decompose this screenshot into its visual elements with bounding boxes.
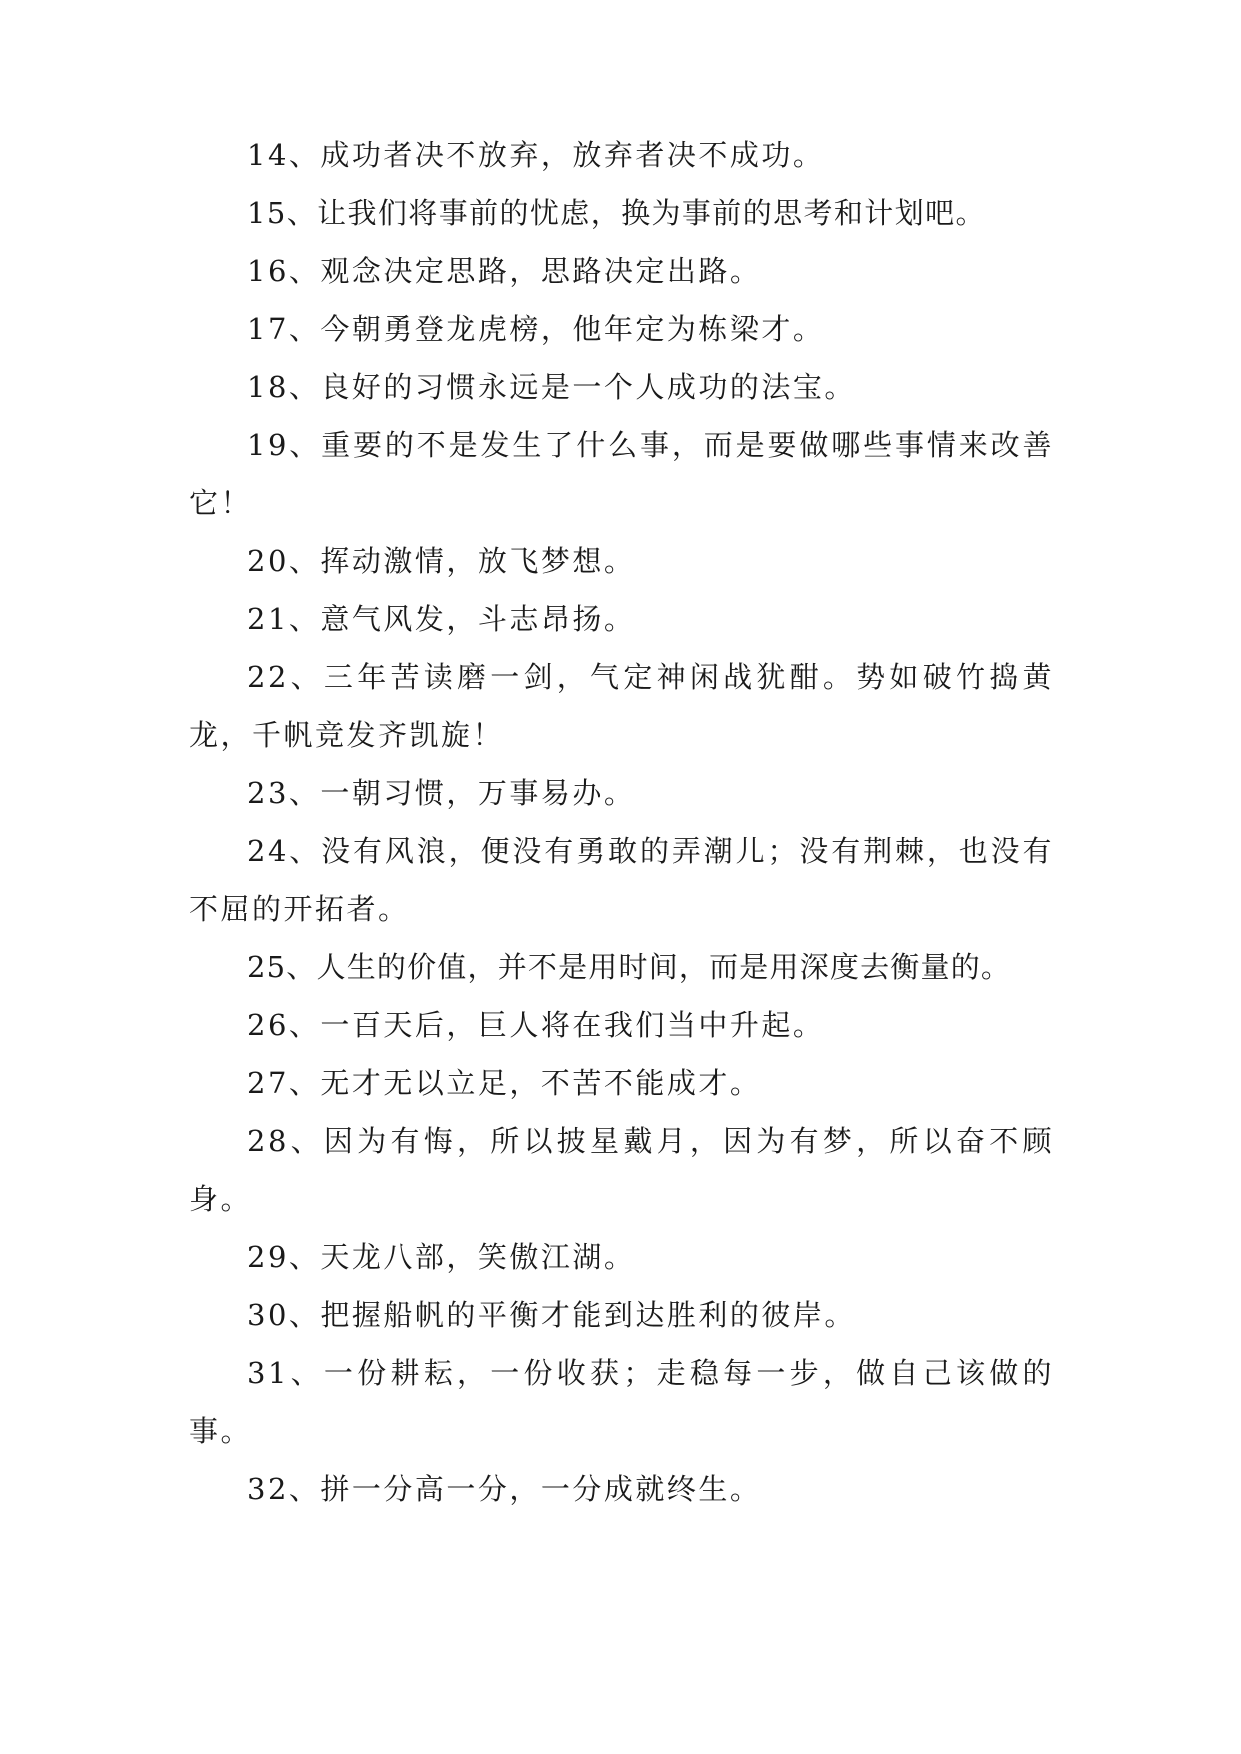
quote-26: 26、一百天后，巨人将在我们当中升起。	[247, 1008, 825, 1042]
quote-24: 24、没有风浪，便没有勇敢的弄潮儿；没有荆棘，也没有不屈的开拓者。	[189, 834, 1054, 926]
quote-30: 30、把握船帆的平衡才能到达胜利的彼岸。	[247, 1298, 856, 1332]
quote-27: 27、无才无以立足，不苦不能成才。	[247, 1066, 762, 1100]
quote-28: 28、因为有悔，所以披星戴月，因为有梦，所以奋不顾身。	[189, 1124, 1054, 1216]
quote-25: 25、人生的价值，并不是用时间，而是用深度去衡量的。	[247, 950, 1012, 984]
quote-22: 22、三年苦读磨一剑，气定神闲战犹酣。势如破竹捣黄龙，千帆竞发齐凯旋！	[189, 660, 1054, 752]
quote-15: 15、让我们将事前的忧虑，换为事前的思考和计划吧。	[247, 196, 986, 230]
document-body	[189, 126, 1054, 1518]
quote-21: 21、意气风发，斗志昂扬。	[247, 602, 636, 636]
quote-19: 19、重要的不是发生了什么事，而是要做哪些事情来改善它！	[189, 428, 1054, 520]
quote-31: 31、一份耕耘，一份收获；走稳每一步，做自己该做的事。	[189, 1356, 1054, 1448]
quote-16: 16、观念决定思路，思路决定出路。	[247, 254, 762, 288]
quote-32: 32、拼一分高一分，一分成就终生。	[247, 1472, 762, 1506]
quote-23: 23、一朝习惯，万事易办。	[247, 776, 636, 810]
quote-17: 17、今朝勇登龙虎榜，他年定为栋梁才。	[247, 312, 825, 346]
quote-14: 14、成功者决不放弃，放弃者决不成功。	[247, 138, 825, 172]
quote-29: 29、天龙八部，笑傲江湖。	[247, 1240, 636, 1274]
quote-20: 20、挥动激情，放飞梦想。	[247, 544, 636, 578]
quote-18: 18、良好的习惯永远是一个人成功的法宝。	[247, 370, 856, 404]
